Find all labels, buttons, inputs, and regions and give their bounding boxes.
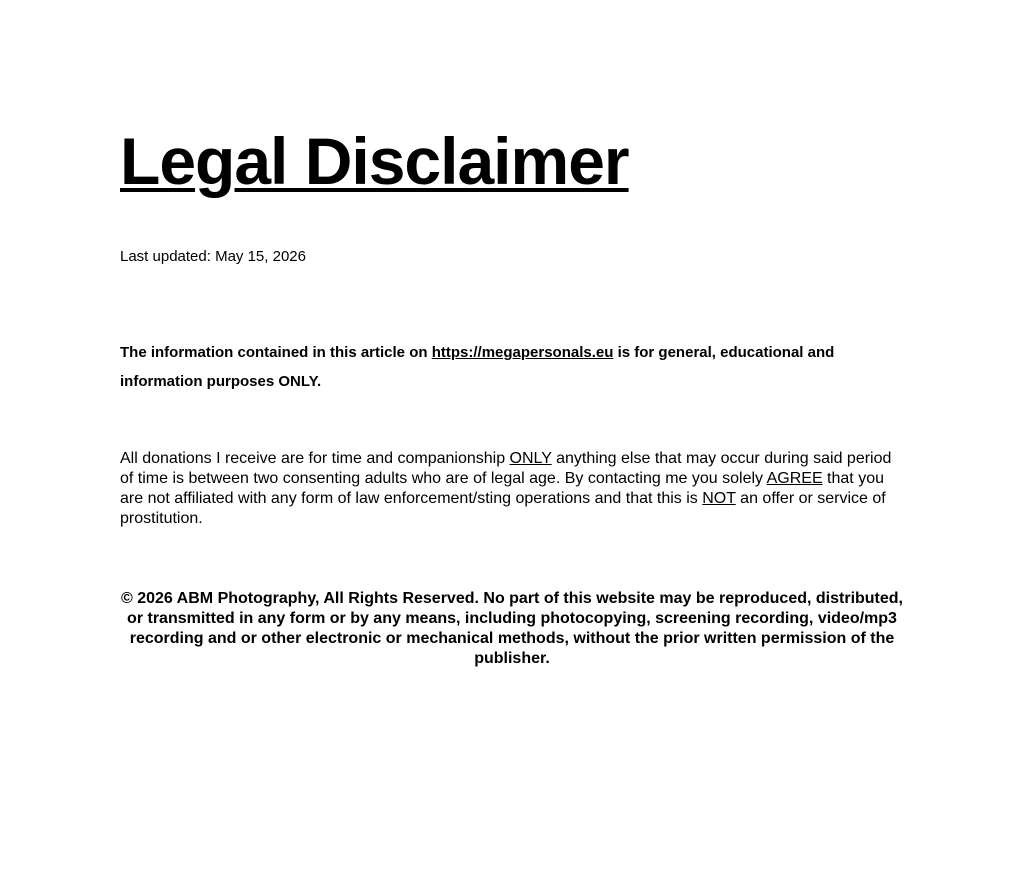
- donations-paragraph: [120, 449, 904, 529]
- donations-text-2: anything else that may occur during said period of time is between two consenting adults who are of legal age. By contacting me you solely: [120, 450, 892, 487]
- donations-text-4: an offer or service of prostitution.: [120, 490, 886, 527]
- intro-text-before-link: The information contained in this article on: [120, 344, 432, 361]
- intro-text-after-link: is for general, educational and information purposes ONLY.: [120, 344, 835, 390]
- site-link[interactable]: https://megapersonals.eu: [431, 344, 614, 361]
- donations-text-1: All donations I receive are for time and companionship: [120, 450, 510, 467]
- last-updated-text: Last updated: May 15, 2026: [120, 248, 306, 265]
- intro-paragraph: [120, 338, 904, 396]
- page-title: Legal Disclaimer: [120, 124, 629, 198]
- donations-text-3: that you are not affiliated with any form of law enforcement/sting operations and that this is: [120, 470, 884, 507]
- donations-emphasis-not: NOT: [702, 490, 736, 507]
- donations-emphasis-agree: AGREE: [766, 470, 823, 487]
- copyright-notice: © 2026 ABM Photography, All Rights Reserved. No part of this website may be reproduced, distributed, or transmitted in any form or by any means, including photocopying, screening recording, video/mp3 recording and or other electronic or mechanical methods, without the prior written permission of the publisher.: [121, 590, 903, 667]
- donations-emphasis-only: ONLY: [509, 450, 552, 467]
